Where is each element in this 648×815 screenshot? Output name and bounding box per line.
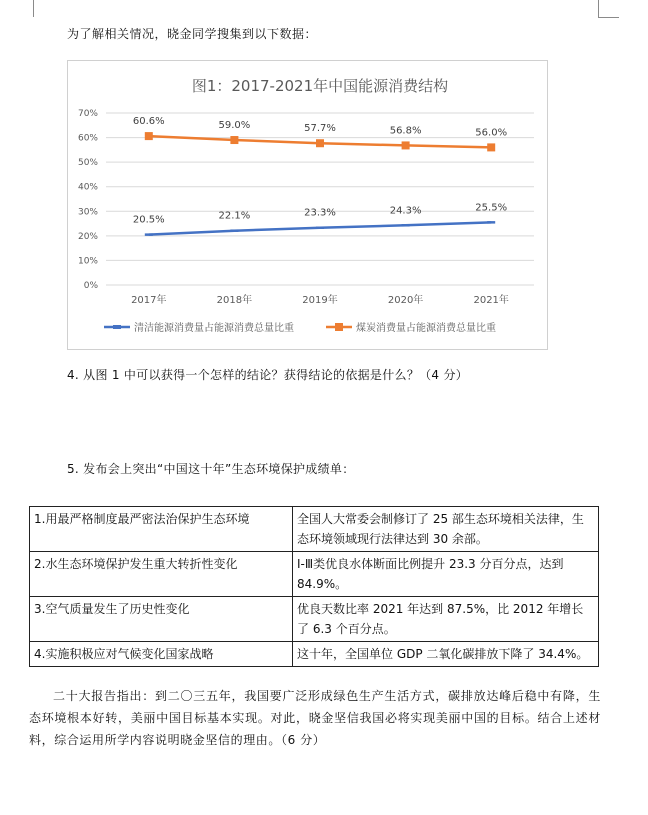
achievement-title-cell: 3.空气质量发生了历史性变化 <box>30 597 293 642</box>
y-tick-label: 30% <box>77 207 98 218</box>
crop-mark-left <box>33 0 34 17</box>
table-row <box>30 642 599 667</box>
legend-label: 煤炭消费量占能源消费总量比重 <box>356 323 496 334</box>
achievement-detail-cell: Ⅰ-Ⅲ类优良水体断面比例提升 23.3 分百分点，达到 84.9%。 <box>293 552 599 597</box>
table-row <box>30 597 599 642</box>
coal-point <box>145 132 153 140</box>
question-6-paragraph: 二十大报告指出：到二〇三五年，我国要广泛形成绿色生产生活方式，碳排放达峰后稳中有降，生态环境根本好转，美丽中国目标基本实现。对此，晓金坚信我国必将实现美丽中国的目标。结合上述材料，综合运用所学内容说明晓金坚信的理由。（6 分） <box>29 689 601 747</box>
achievement-title-cell: 1.用最严格制度最严密法治保护生态环境 <box>30 507 293 552</box>
data-label: 59.0% <box>218 120 251 132</box>
coal-point <box>316 139 324 147</box>
x-tick-label: 2021年 <box>473 295 509 306</box>
x-tick-label: 2017年 <box>131 295 167 306</box>
y-tick-label: 50% <box>77 158 98 169</box>
coal-point <box>487 143 495 151</box>
y-tick-label: 10% <box>77 256 98 267</box>
data-label: 60.6% <box>132 116 165 128</box>
data-label: 56.8% <box>389 125 422 137</box>
data-label: 57.7% <box>304 123 336 135</box>
y-tick-label: 40% <box>77 182 98 193</box>
y-tick-label: 60% <box>77 133 98 144</box>
data-label: 23.3% <box>304 207 336 219</box>
coal-point <box>230 136 238 144</box>
achievement-detail-cell: 优良天数比率 2021 年达到 87.5%，比 2012 年增长了 6.3 个百分点。 <box>293 597 599 642</box>
coal-point <box>402 141 410 149</box>
x-tick-label: 2019年 <box>302 295 338 306</box>
chart-svg <box>68 61 547 349</box>
table-row <box>30 552 599 597</box>
data-label: 25.5% <box>475 202 508 214</box>
x-tick-label: 2020年 <box>387 295 424 306</box>
data-label: 24.3% <box>389 205 422 217</box>
achievement-title-cell: 4.实施积极应对气候变化国家战略 <box>30 642 293 667</box>
x-tick-label: 2018年 <box>216 295 253 306</box>
data-label: 22.1% <box>218 210 251 222</box>
energy-consumption-chart <box>67 60 548 350</box>
achievement-detail-cell: 这十年，全国单位 GDP 二氧化碳排放下降了 34.4%。 <box>293 642 599 667</box>
question-5: 5. 发布会上突出“中国这十年”生态环境保护成绩单： <box>67 462 355 476</box>
legend-marker-coal <box>335 323 343 331</box>
y-tick-label: 70% <box>77 109 98 119</box>
chart-title: 图1：2017-2021年中国能源消费结构 <box>191 77 449 95</box>
table-row <box>30 507 599 552</box>
legend-label: 清洁能源消费量占能源消费总量比重 <box>134 323 294 334</box>
question-4: 4. 从图 1 中可以获得一个怎样的结论？获得结论的依据是什么？（4 分） <box>67 368 469 382</box>
intro-text: 为了解相关情况，晓金同学搜集到以下数据： <box>67 27 318 41</box>
y-tick-label: 20% <box>77 231 98 242</box>
y-tick-label: 0% <box>83 281 98 291</box>
data-label: 56.0% <box>475 127 508 139</box>
crop-mark-right <box>598 0 619 18</box>
achievement-title-cell: 2.水生态环境保护发生重大转折性变化 <box>30 552 293 597</box>
data-label: 20.5% <box>132 214 165 226</box>
achievements-table <box>29 506 599 667</box>
achievement-detail-cell: 全国人大常委会制修订了 25 部生态环境相关法律，生态环境领域现行法律达到 30 余部。 <box>293 507 599 552</box>
